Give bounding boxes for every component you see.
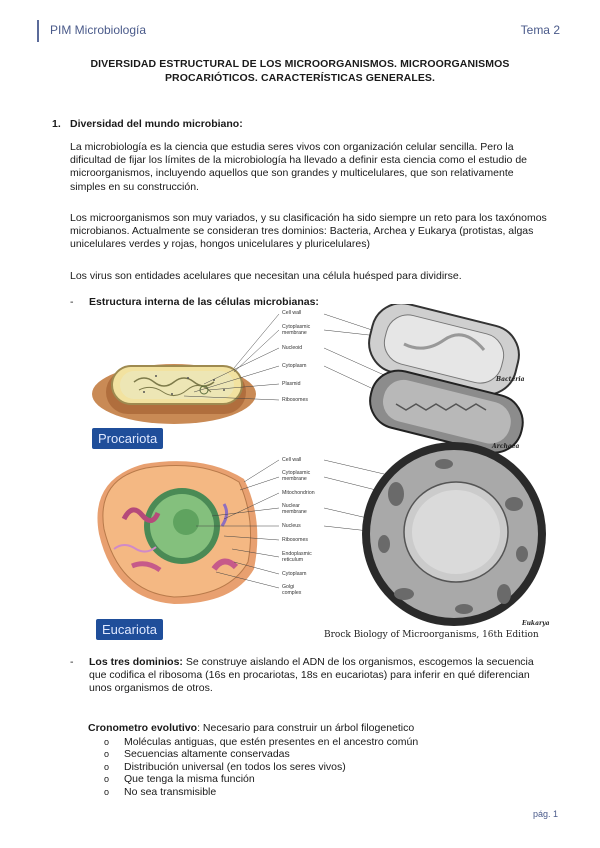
paragraph-viruses: Los virus son entidades acelulares que necesitan una célula huésped para dividirse. xyxy=(70,270,462,282)
criteria-text: Distribución universal (en todos los seres vivos) xyxy=(124,760,346,773)
header-course-title: PIM Microbiología xyxy=(50,23,147,37)
title-line-2: PROCARIÓTICOS. CARACTERÍSTICAS GENERALES. xyxy=(164,72,436,84)
cell-structure-figure xyxy=(84,304,554,640)
criteria-text: Moléculas antiguas, que estén presentes en el ancestro común xyxy=(124,736,419,748)
bullet-marker: o xyxy=(104,774,110,785)
header-topic: Tema 2 xyxy=(520,23,560,37)
eukarya-caption: Eukarya xyxy=(522,620,550,627)
callout-prok-cytoplasm: Cytoplasm xyxy=(282,363,307,369)
bullet-marker: o xyxy=(104,737,110,747)
chronometer-criteria-list xyxy=(104,736,418,798)
cell-diagram-svg xyxy=(84,304,554,640)
eukarya-micrograph xyxy=(362,442,546,626)
callout-euk-ribosomes: Ribosomes xyxy=(282,537,308,543)
section-number: 1. xyxy=(52,118,61,130)
header-accent-bar xyxy=(37,20,39,42)
domains-paragraph xyxy=(89,656,551,696)
callout-prok-ribosomes: Ribosomes xyxy=(282,397,308,403)
criteria-text: Secuencias altamente conservadas xyxy=(124,748,290,761)
bacteria-caption: Bacteria xyxy=(496,376,525,383)
domains-text: Se construye aislando el ADN de los organismos, escogemos la secuencia que codifica el ribosoma (16s en procariotas, 18s en eucariotas) para inferir en qué diferencian unos organismos de otros. xyxy=(89,656,534,695)
section-heading-text: Diversidad del mundo microbiano: xyxy=(70,118,243,130)
callout-euk-cytoplasm: Cytoplasm xyxy=(282,571,307,577)
prokaryote-label: Procariota xyxy=(92,428,163,449)
callout-euk-mitochondrion: Mitochondrion xyxy=(282,490,315,496)
list-item xyxy=(104,761,418,773)
prokaryote-cell-illustration xyxy=(92,364,256,424)
callout-euk-endoplasmic-reticulum: Endoplasmic reticulum xyxy=(282,551,312,563)
chronometer-text: : Necesario para construir un árbol filogenetico xyxy=(197,722,415,734)
figure-source: Brock Biology of Microorganisms, 16th Edition xyxy=(324,630,539,640)
bullet-marker: o xyxy=(104,749,110,760)
document-title xyxy=(60,57,540,85)
criteria-text: No sea transmisible xyxy=(124,785,217,798)
dash-marker: - xyxy=(70,296,74,308)
archaea-caption: Archaea xyxy=(492,443,520,450)
criteria-text: Que tenga la misma función xyxy=(124,773,255,786)
list-item xyxy=(104,736,418,748)
paragraph-domains: Los microorganismos son muy variados, y su clasificación ha sido siempre un reto para los taxónomos microbianos. Actualmente se consideran tres dominios: Bacteria, Archea y Eukarya (protistas, algas unicelulares verdes y rojas, hongos unicelulares y pluricelulares) xyxy=(70,212,547,251)
bullet-marker: o xyxy=(104,786,110,797)
callout-euk-nuclear-membrane: Nuclear membrane xyxy=(282,503,307,515)
title-line-1: DIVERSIDAD ESTRUCTURAL DE LOS MICROORGANISMOS. MICROORGANISMOS xyxy=(90,58,510,70)
callout-prok-cell-wall: Cell wall xyxy=(282,310,302,316)
callout-euk-golgi-complex: Golgi complex xyxy=(282,584,302,596)
chronometer-line xyxy=(88,722,414,734)
list-item xyxy=(104,748,418,760)
bullet-marker: o xyxy=(104,761,110,772)
chronometer-lead: Cronometro evolutivo xyxy=(88,722,198,734)
list-item xyxy=(104,773,418,785)
page-number: pág. 1 xyxy=(532,809,558,819)
section-heading xyxy=(52,118,243,130)
callout-prok-nucleoid: Nucleoid xyxy=(282,345,303,351)
eukaryote-cell-illustration xyxy=(97,461,257,604)
callout-prok-cytoplasmic-membrane: Cytoplasmic membrane xyxy=(282,324,311,336)
structure-heading: Estructura interna de las células microbianas: xyxy=(89,296,319,308)
callout-prok-plasmid: Plasmid xyxy=(282,381,301,387)
callout-euk-cytoplasmic-membrane: Cytoplasmic membrane xyxy=(282,470,311,482)
list-item xyxy=(104,786,418,798)
domains-lead: Los tres dominios: xyxy=(89,656,183,668)
paragraph-definition: La microbiología es la ciencia que estudia seres vivos con organización celular sencilla. Pero la dificultad de fijar los límites de la microbiología ha llevado a definir esta ciencia como el estudio de microorganismos, incluyendo aquellos que son grandes y multicelulares, que son relativamente simples en su construcción. xyxy=(70,141,527,193)
callout-euk-nucleus: Nucleus xyxy=(282,523,301,529)
dash-marker: - xyxy=(70,656,74,668)
eukaryote-label: Eucariota xyxy=(96,619,163,640)
callout-euk-cell-wall: Cell wall xyxy=(282,457,302,463)
